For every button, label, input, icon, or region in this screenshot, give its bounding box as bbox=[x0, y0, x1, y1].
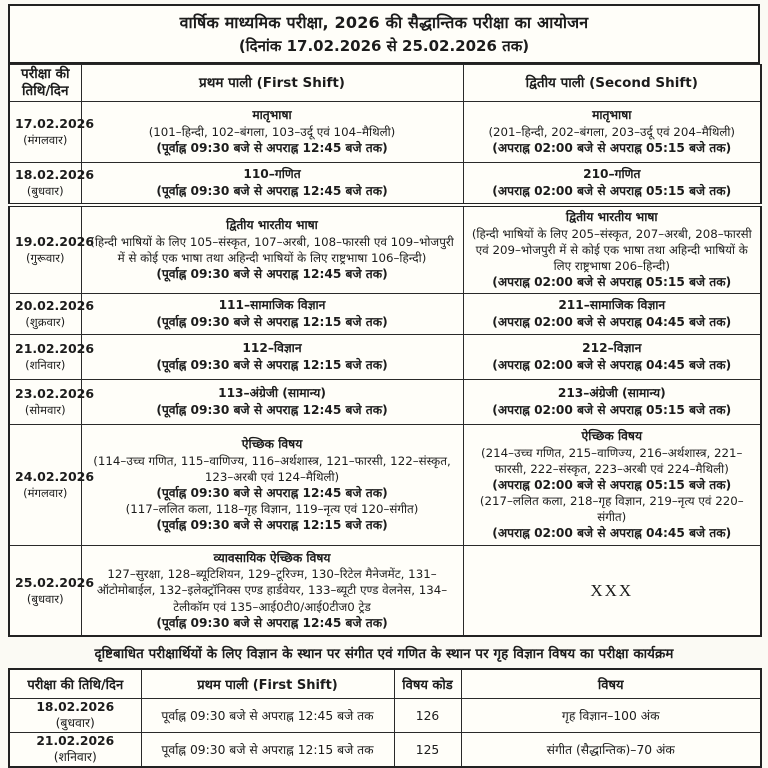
schedule-line: 211–सामाजिक विज्ञान bbox=[558, 298, 666, 313]
first-shift-cell bbox=[81, 546, 463, 637]
schedule-line: (पूर्वाह्न 09:30 बजे से अपराह्न 12:45 बजे तक) bbox=[156, 184, 388, 198]
exam-date-cell bbox=[9, 733, 141, 768]
second-shift-cell bbox=[463, 163, 761, 206]
exam-row bbox=[9, 335, 761, 380]
schedule-line: (217–ललित कला, 218–गृह विज्ञान, 219–नृत्य एवं 220–संगीत) bbox=[479, 494, 744, 525]
second-shift-cell bbox=[463, 335, 761, 380]
second-shift-cell bbox=[463, 380, 761, 425]
exam-day: (बुधवार) bbox=[26, 184, 64, 199]
schedule-line: XXX bbox=[590, 580, 634, 600]
exam-row bbox=[9, 163, 761, 206]
col-header-subject-code: विषय कोड bbox=[394, 669, 461, 699]
col-header-first-shift: प्रथम पाली (First Shift) bbox=[81, 65, 463, 102]
schedule-line: (पूर्वाह्न 09:30 बजे से अपराह्न 12:45 बजे तक) bbox=[156, 615, 388, 630]
schedule-line: (अपराह्न 02:00 बजे से अपराह्न 04:45 बजे तक) bbox=[492, 358, 732, 372]
subject-cell: गृह विज्ञान–100 अंक bbox=[461, 699, 761, 733]
exam-date-cell bbox=[9, 699, 141, 733]
first-shift-cell bbox=[81, 163, 463, 206]
col-header-first-shift: प्रथम पाली (First Shift) bbox=[141, 669, 394, 699]
exam-date: 17.02.2026 bbox=[15, 116, 95, 132]
col-header-exam-date: परीक्षा की तिथि/दिन bbox=[9, 669, 141, 699]
schedule-line: द्वितीय भारतीय भाषा bbox=[226, 218, 318, 233]
exam-date: 24.02.2026 bbox=[15, 469, 95, 485]
schedule-line: व्यावसायिक ऐच्छिक विषय bbox=[213, 550, 331, 565]
schedule-line: (201–हिन्दी, 202–बंगला, 203–उर्दू एवं 204–मैथिली) bbox=[488, 124, 736, 139]
schedule-line: 212–विज्ञान bbox=[582, 341, 642, 356]
schedule-line: (अपराह्न 02:00 बजे से अपराह्न 05:15 बजे तक) bbox=[492, 141, 732, 156]
exam-row bbox=[9, 546, 761, 637]
first-shift-cell bbox=[81, 335, 463, 380]
exam-day: (शुक्रवार) bbox=[25, 315, 66, 330]
exam-date: 18.02.2026 bbox=[15, 167, 95, 183]
exam-date-cell bbox=[9, 546, 95, 637]
schedule-line: (101–हिन्दी, 102–बंगला, 103–उर्दू एवं 104–मैथिली) bbox=[148, 124, 396, 139]
schedule-line: (117–ललित कला, 118–गृह विज्ञान, 119–नृत्य एवं 120–संगीत) bbox=[125, 502, 419, 517]
schedule-line: (हिन्दी भाषियों के लिए 205–संस्कृत, 207–अरबी, 208–फारसी एवं 209–भोजपुरी में से कोई एक भाषा तथा अहिन्दी भाषियों के लिए राष्ट्रभाषा 206–हिन्दी) bbox=[471, 226, 752, 274]
footer-exam-row bbox=[9, 733, 761, 768]
exam-date: 18.02.2026 bbox=[36, 700, 115, 714]
schedule-line: (हिन्दी भाषियों के लिए 105–संस्कृत, 107–अरबी, 108–फारसी एवं 109–भोजपुरी में से कोई एक भाषा तथा अहिन्दी भाषियों के लिए राष्ट्रभाषा 106–हिन्दी) bbox=[90, 234, 454, 265]
exam-day: (शनिवार) bbox=[25, 358, 66, 373]
subject-cell: संगीत (सैद्धान्तिक)–70 अंक bbox=[461, 733, 761, 768]
exam-schedule-table bbox=[8, 64, 762, 637]
first-shift-cell bbox=[81, 205, 463, 294]
subject-code-cell: 125 bbox=[394, 733, 461, 768]
exam-date-cell bbox=[9, 425, 95, 546]
schedule-line: 127–सुरक्षा, 128–ब्यूटिशियन, 129–टूरिज्म, 130–रिटेल मैनेजमेंट, 131–ऑटोमोबाईल, 132–इलेक्ट्रॉनिक्स एण्ड हार्डवेयर, 133–ब्यूटी एण्ड वेलनेस, 134–टेलीकॉम एवं 135–आई0टी0/आई0टीज0 ट्रेड bbox=[96, 567, 448, 614]
schedule-line: (अपराह्न 02:00 बजे से अपराह्न 05:15 बजे तक) bbox=[492, 275, 732, 290]
exam-row bbox=[9, 380, 761, 425]
blind-candidates-table bbox=[8, 668, 762, 768]
shift-time-cell: पूर्वाह्न 09:30 बजे से अपराह्न 12:15 बजे तक bbox=[141, 733, 394, 768]
document-title-box bbox=[8, 4, 760, 64]
schedule-line: 110–गणित bbox=[243, 167, 301, 182]
schedule-line: (पूर्वाह्न 09:30 बजे से अपराह्न 12:15 बजे तक) bbox=[156, 518, 388, 533]
exam-date-cell bbox=[9, 294, 95, 335]
schedule-line: (अपराह्न 02:00 बजे से अपराह्न 04:45 बजे तक) bbox=[492, 526, 732, 541]
second-shift-cell bbox=[463, 546, 761, 637]
schedule-line: (214–उच्च गणित, 215–वाणिज्य, 216–अर्थशास्त्र, 221–फारसी, 222–संस्कृत, 223–अरबी एवं 224–मैथिली) bbox=[481, 445, 743, 476]
second-shift-cell bbox=[463, 205, 761, 294]
shift-time-cell: पूर्वाह्न 09:30 बजे से अपराह्न 12:45 बजे तक bbox=[141, 699, 394, 733]
schedule-line: द्वितीय भारतीय भाषा bbox=[565, 210, 658, 225]
footer-exam-row bbox=[9, 699, 761, 733]
col-header-subject: विषय bbox=[461, 669, 761, 699]
blind-candidates-note: दृष्टिबाधित परीक्षार्थियों के लिए विज्ञान के स्थान पर संगीत एवं गणित के स्थान पर गृह विज्ञान विषय का परीक्षा कार्यक्रम bbox=[94, 647, 674, 662]
exam-date-cell bbox=[9, 205, 95, 294]
schedule-line: (पूर्वाह्न 09:30 बजे से अपराह्न 12:45 बजे तक) bbox=[156, 267, 388, 282]
exam-day: (शनिवार) bbox=[53, 750, 97, 764]
exam-day: (गुरूवार) bbox=[26, 251, 65, 266]
exam-date: 25.02.2026 bbox=[15, 574, 95, 590]
exam-row bbox=[9, 102, 761, 163]
exam-date: 21.02.2026 bbox=[36, 734, 115, 748]
schedule-line: 213–अंग्रेजी (सामान्य) bbox=[557, 386, 666, 401]
second-shift-cell bbox=[463, 102, 761, 163]
subject-code-cell: 126 bbox=[394, 699, 461, 733]
schedule-line: (पूर्वाह्न 09:30 बजे से अपराह्न 12:15 बजे तक) bbox=[156, 358, 388, 372]
col-header-exam-date: परीक्षा की तिथि/दिन bbox=[9, 65, 81, 102]
schedule-line: ऐच्छिक विषय bbox=[581, 429, 643, 444]
exam-day: (बुधवार) bbox=[55, 716, 95, 730]
schedule-line: 112–विज्ञान bbox=[242, 341, 302, 356]
exam-date: 23.02.2026 bbox=[15, 386, 95, 402]
schedule-line: (पूर्वाह्न 09:30 बजे से अपराह्न 12:45 बजे तक) bbox=[156, 403, 388, 417]
first-shift-cell bbox=[81, 102, 463, 163]
exam-date-cell bbox=[9, 102, 95, 163]
exam-row bbox=[9, 294, 761, 335]
document-title-line2: (दिनांक 17.02.2026 से 25.02.2026 तक) bbox=[238, 37, 530, 55]
schedule-line: (अपराह्न 02:00 बजे से अपराह्न 04:45 बजे तक) bbox=[492, 315, 732, 329]
schedule-line: 113–अंग्रेजी (सामान्य) bbox=[218, 386, 326, 401]
schedule-line: (114–उच्च गणित, 115–वाणिज्य, 116–अर्थशास्त्र, 121–फारसी, 122–संस्कृत, 123–अरबी एवं 124–मैथिली) bbox=[93, 453, 451, 484]
exam-date-cell bbox=[9, 163, 95, 206]
schedule-header-row bbox=[9, 65, 761, 102]
first-shift-cell bbox=[81, 294, 463, 335]
schedule-line: मातृभाषा bbox=[592, 108, 632, 123]
exam-row bbox=[9, 425, 761, 546]
second-shift-cell bbox=[463, 425, 761, 546]
exam-row bbox=[9, 205, 761, 294]
schedule-line: (अपराह्न 02:00 बजे से अपराह्न 05:15 बजे तक) bbox=[492, 184, 732, 198]
exam-date: 20.02.2026 bbox=[15, 298, 95, 314]
document-title-line1: वार्षिक माध्यमिक परीक्षा, 2026 की सैद्धान्तिक परीक्षा का आयोजन bbox=[179, 13, 589, 32]
exam-date-cell bbox=[9, 380, 95, 425]
exam-day: (मंगलवार) bbox=[23, 486, 68, 501]
col-header-second-shift: द्वितीय पाली (Second Shift) bbox=[463, 65, 761, 102]
schedule-line: (अपराह्न 02:00 बजे से अपराह्न 05:15 बजे तक) bbox=[492, 403, 732, 417]
exam-date-cell bbox=[9, 335, 95, 380]
schedule-line: 210–गणित bbox=[583, 167, 641, 182]
schedule-line: (पूर्वाह्न 09:30 बजे से अपराह्न 12:15 बजे तक) bbox=[156, 315, 388, 329]
exam-day: (मंगलवार) bbox=[23, 133, 68, 148]
footer-header-row bbox=[9, 669, 761, 699]
exam-day: (सोमवार) bbox=[24, 403, 66, 418]
first-shift-cell bbox=[81, 425, 463, 546]
schedule-line: (पूर्वाह्न 09:30 बजे से अपराह्न 12:45 बजे तक) bbox=[156, 485, 388, 500]
exam-date: 19.02.2026 bbox=[15, 234, 95, 250]
exam-date: 21.02.2026 bbox=[15, 341, 95, 357]
schedule-line: ऐच्छिक विषय bbox=[241, 437, 303, 452]
second-shift-cell bbox=[463, 294, 761, 335]
schedule-line: (पूर्वाह्न 09:30 बजे से अपराह्न 12:45 बजे तक) bbox=[156, 141, 388, 156]
schedule-line: 111–सामाजिक विज्ञान bbox=[218, 298, 326, 313]
schedule-line: मातृभाषा bbox=[252, 108, 292, 123]
schedule-line: (अपराह्न 02:00 बजे से अपराह्न 05:15 बजे तक) bbox=[492, 477, 732, 492]
first-shift-cell bbox=[81, 380, 463, 425]
exam-day: (बुधवार) bbox=[26, 591, 64, 606]
